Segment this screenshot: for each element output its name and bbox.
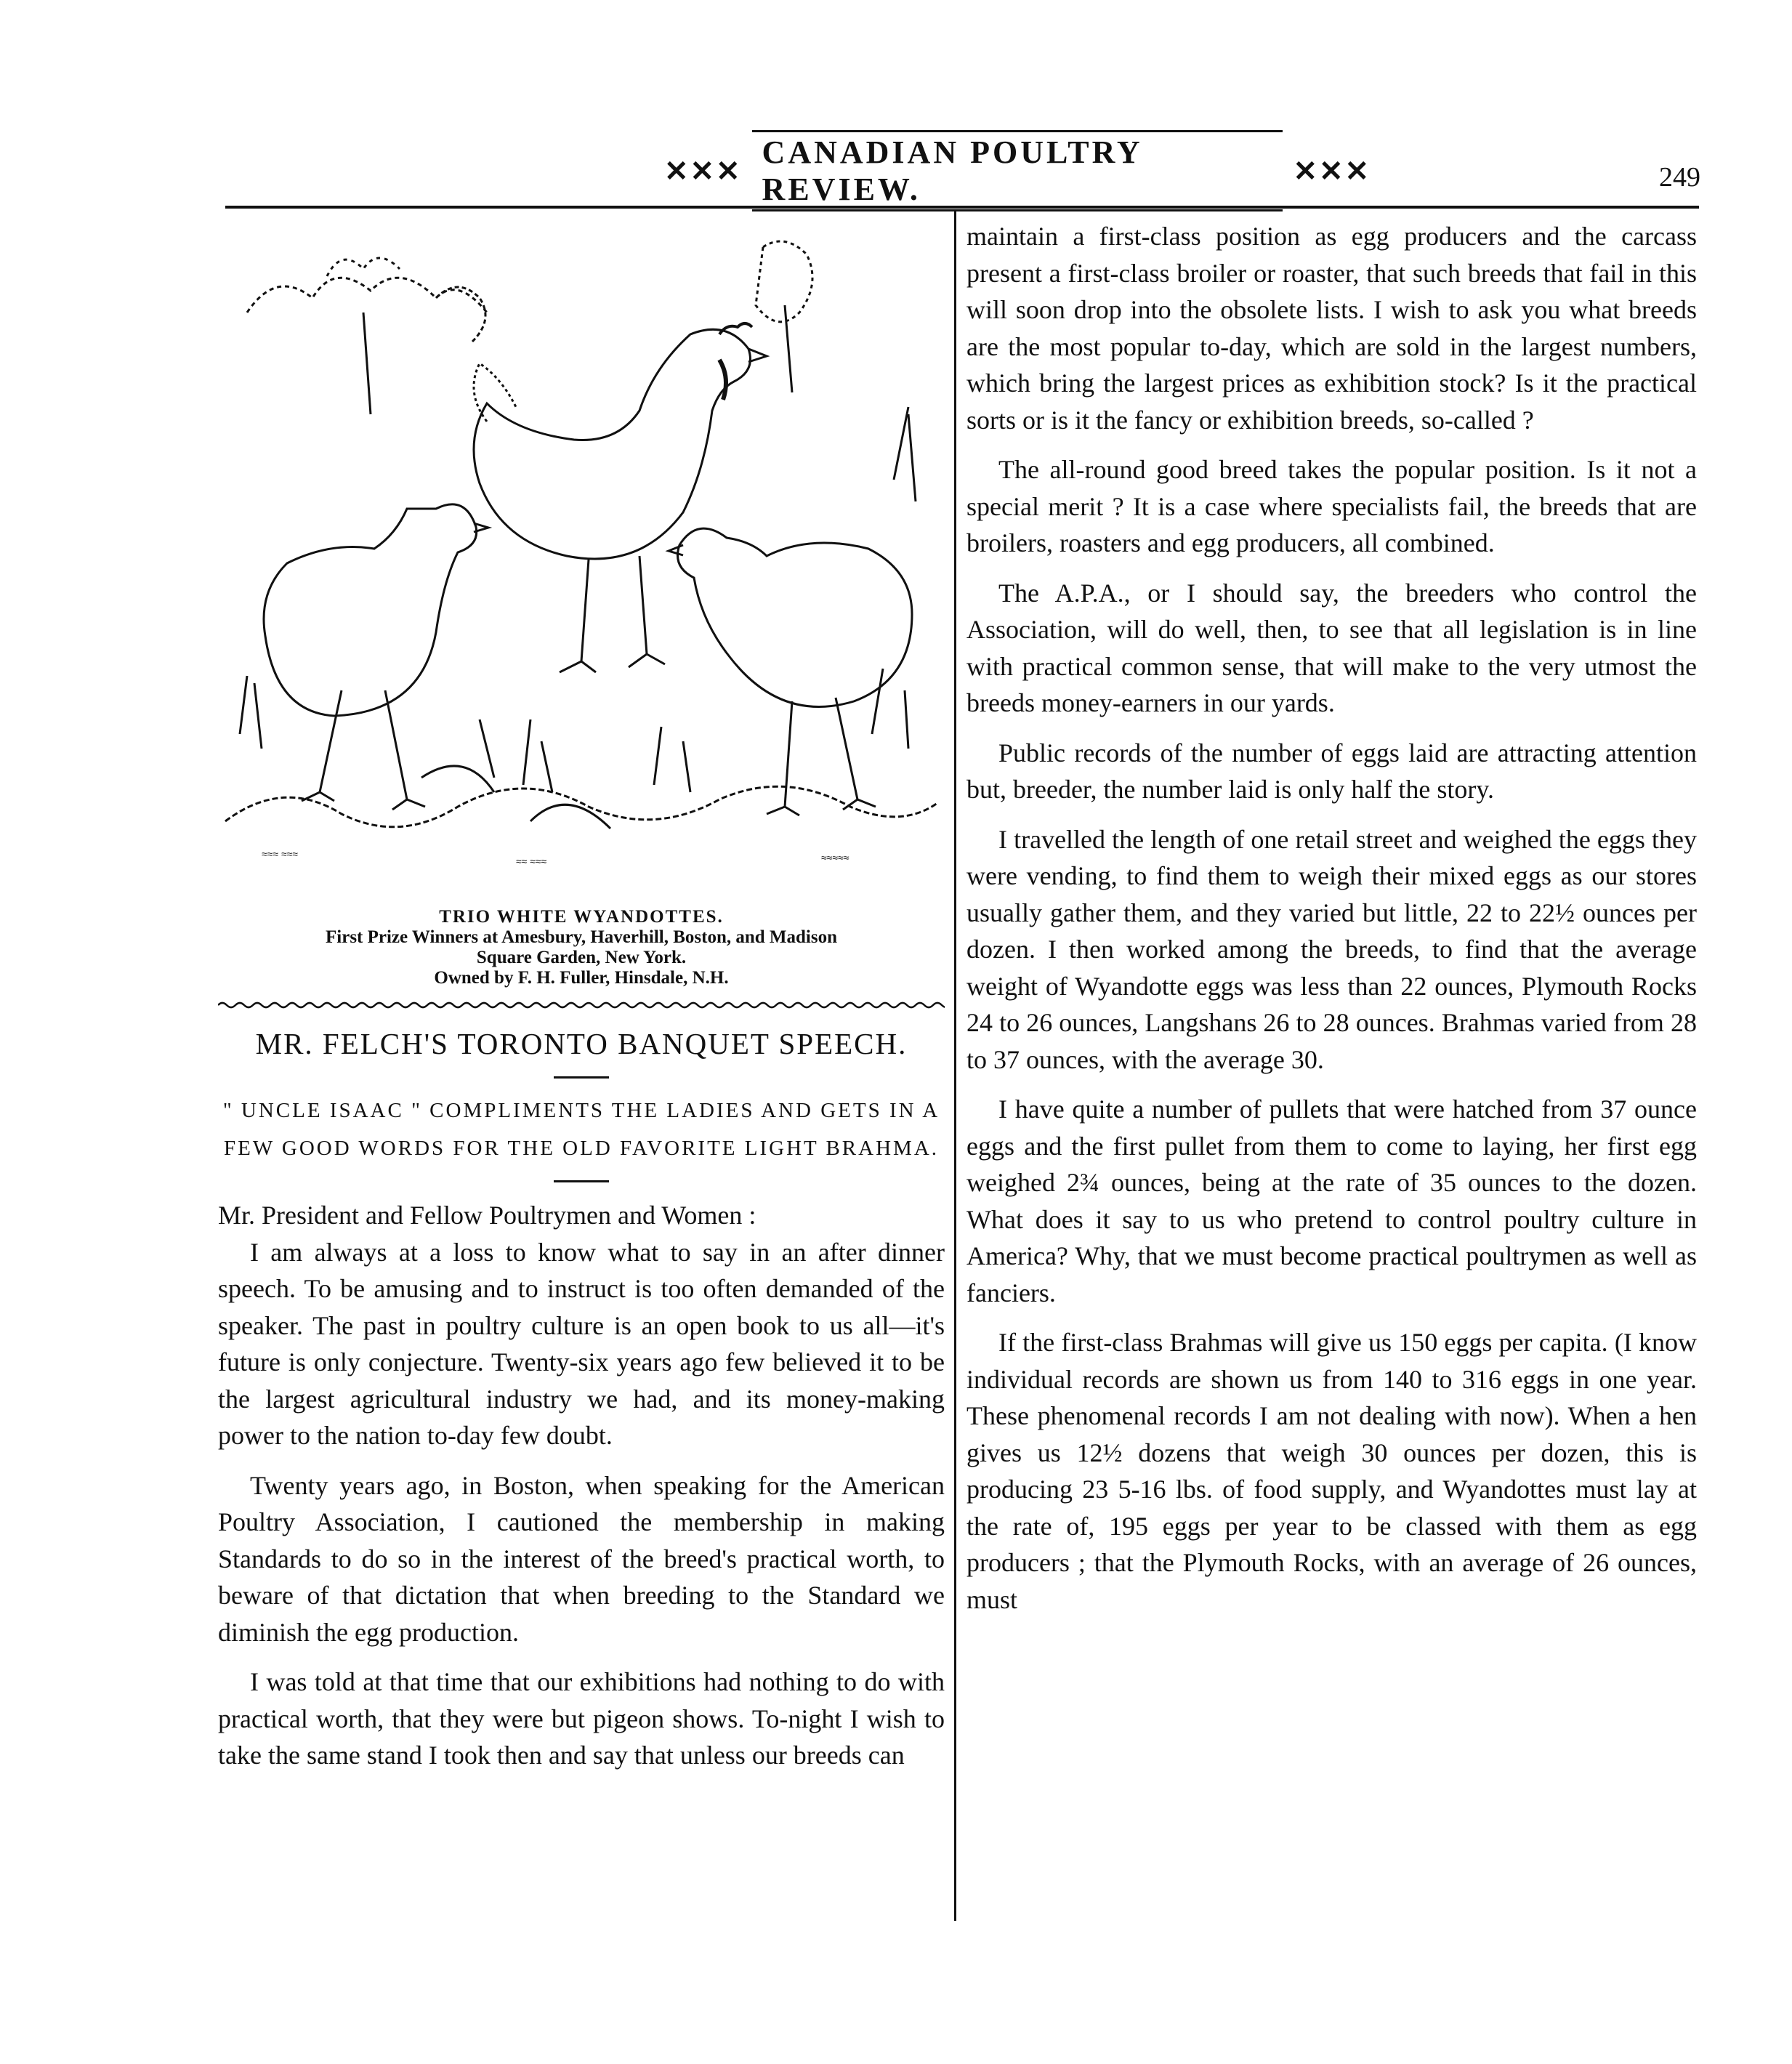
engraver-mark-right: ≈≈≈≈≈ xyxy=(821,852,849,863)
right-paragraph-1: maintain a first-class position as egg producers and the carcass present a first-class broiler or roaster, that such breeds that fail in this will soon drop into the obsolete lists. I wish to ask you what breeds are the most popular to-day, which are sold in the largest numbers, which bring the largest prices as exhibition stock? Is it the practical sorts or is it the fancy or exhibition breeds, so-called ? xyxy=(966,222,1697,435)
title-rule xyxy=(554,1076,609,1079)
header-rule xyxy=(225,206,1699,209)
left-paragraph-1: I am always at a loss to know what to say in an after dinner speech. To be amusing and to instruct is too often demanded of the speaker. The past in poultry culture is an open book to us all—it's future is only conjecture. Twenty-six years ago few believed it to be the largest agricultural industry we had, and its money-making power to the nation to-day few doubt. xyxy=(218,1237,945,1450)
masthead xyxy=(654,134,1381,207)
left-column xyxy=(218,218,945,1774)
right-paragraph-5: I travelled the length of one retail street and weighed the eggs they were vending, to find them to weigh their mixed eggs as our stores usually gather them, and they varied but little, 22 to 22½ ounces per dozen. I then worked among the breeds, to find that the average weight of Wyandotte eggs was less than 22 ounces, Plymouth Rocks 24 to 26 ounces, Langshans 26 to 28 ounces. Brahmas varied from 28 to 37 ounces, with the average 30. xyxy=(966,824,1697,1074)
wavy-separator xyxy=(218,1000,945,1010)
right-paragraph-7: If the first-class Brahmas will give us 150 eggs per capita. (I know individual records are shown us from 140 to 316 eggs in one year. These phenomenal records I am not dealing with now). When a hen gives us 12½ dozens that weigh 30 ounces per dozen, this is producing 23 5-16 lbs. of food supply, and Wyandottes must lay at the rate of, 195 eggs per year to be classed with them as egg producers ; that the Plymouth Rocks, with an average of 26 ounces, must xyxy=(966,1328,1697,1614)
column-divider xyxy=(954,210,956,1921)
article-title: MR. FELCH'S TORONTO BANQUET SPEECH. xyxy=(255,1027,908,1060)
masthead-title: CANADIAN POULTRY REVIEW. xyxy=(752,130,1283,211)
caption-owner: Owned by F. H. Fuller, Hinsdale, N.H. xyxy=(434,968,729,988)
article-subtitle: " UNCLE ISAAC " COMPLIMENTS THE LADIES AND GETS IN A FEW GOOD WORDS FOR THE OLD FAVORITE LIGHT BRAHMA. xyxy=(222,1099,940,1160)
chickens-illustration xyxy=(218,225,945,901)
subtitle-rule xyxy=(554,1180,609,1182)
left-ornament-icon: ✕✕✕ xyxy=(664,154,742,188)
caption-line2: Square Garden, New York. xyxy=(476,948,687,967)
right-column xyxy=(966,218,1697,1618)
left-paragraph-2: Twenty years ago, in Boston, when speaking for the American Poultry Association, I cautioned the membership in making Standards to do so in the interest of the breed's practical worth, to beware of that dictation that when breeding to the Standard we diminish the egg production. xyxy=(218,1470,945,1647)
page-number: 249 xyxy=(1659,162,1700,193)
illustration xyxy=(218,225,945,901)
caption-title: TRIO WHITE WYANDOTTES. xyxy=(439,907,724,927)
right-paragraph-2: The all-round good breed takes the popular position. Is it not a special merit ? It is a case where specialists fail, the breeds that are broilers, roasters and egg producers, all combined. xyxy=(966,455,1697,557)
salutation: Mr. President and Fellow Poultrymen and Women : xyxy=(218,1201,756,1230)
left-paragraph-3: I was told at that time that our exhibitions had nothing to do with practical worth, that they were but pigeon shows. To-night I wish to take the same stand I took then and say that unless our breeds can xyxy=(218,1667,945,1770)
right-paragraph-4: Public records of the number of eggs laid are attracting attention but, breeder, the number laid is only half the story. xyxy=(966,738,1697,804)
right-ornament-icon: ✕✕✕ xyxy=(1293,154,1371,188)
right-paragraph-6: I have quite a number of pullets that were hatched from 37 ounce eggs and the first pullet from them to come to laying, her first egg weighed 2¾ ounces, being at the rate of 35 ounces to the dozen. What does it say to us who pretend to control poultry culture in America? Why, that we must become practical poultrymen as well as fanciers. xyxy=(966,1095,1697,1307)
page-header xyxy=(218,134,1700,207)
right-paragraph-3: The A.P.A., or I should say, the breeders who control the Association, will do well, then, to see that all legislation is in line with practical common sense, that will make to the very utmost the breeds money-earners in our yards. xyxy=(966,578,1697,717)
engraver-mark-left: ≈≈≈ ≈≈≈ xyxy=(262,848,298,860)
caption-line1: First Prize Winners at Amesbury, Haverhill, Boston, and Madison xyxy=(326,927,837,947)
engraver-mark-center: ≈≈ ≈≈≈ xyxy=(516,855,547,867)
